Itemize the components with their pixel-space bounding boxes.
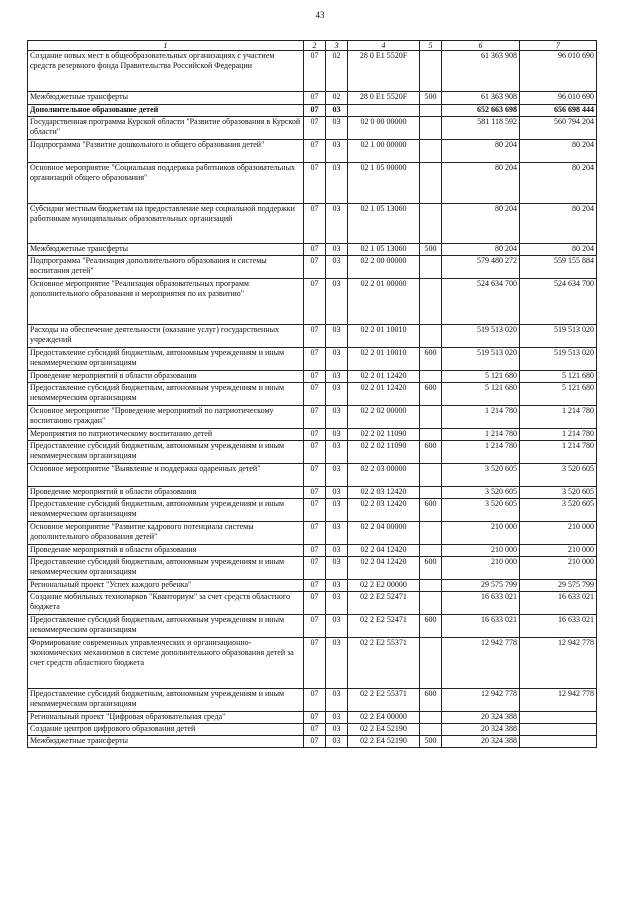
table-row bbox=[28, 105, 597, 117]
target-article-cell: 02 2 02 11090 bbox=[348, 429, 420, 441]
table-row bbox=[28, 724, 597, 736]
amount-year1-cell: 3 520 605 bbox=[442, 499, 520, 522]
amount-year2-cell bbox=[520, 712, 597, 724]
target-article-cell: 28 0 E1 5520F bbox=[348, 92, 420, 105]
expense-type-cell bbox=[420, 371, 442, 383]
expense-type-cell bbox=[420, 487, 442, 499]
section-code-cell: 07 bbox=[304, 406, 326, 429]
amount-year1-cell: 16 633 021 bbox=[442, 592, 520, 615]
amount-year1-cell: 61 363 908 bbox=[442, 51, 520, 92]
table-row bbox=[28, 592, 597, 615]
expense-type-cell bbox=[420, 163, 442, 204]
expense-name-cell: Подпрограмма "Реализация дополнительного образования и системы воспитания детей" bbox=[28, 256, 304, 279]
expense-type-cell: 500 bbox=[420, 244, 442, 256]
section-code-cell: 07 bbox=[304, 580, 326, 592]
target-article-cell: 02 2 04 12420 bbox=[348, 557, 420, 580]
target-article-cell: 02 2 03 12420 bbox=[348, 499, 420, 522]
table-row bbox=[28, 163, 597, 204]
table-row bbox=[28, 51, 597, 92]
expense-type-cell: 600 bbox=[420, 689, 442, 712]
expense-name-cell: Основное мероприятие "Социальная поддержка работников образовательных организаций общего образования" bbox=[28, 163, 304, 204]
table-row bbox=[28, 325, 597, 348]
target-article-cell: 28 0 E1 5520F bbox=[348, 51, 420, 92]
subsection-code-cell: 03 bbox=[326, 163, 348, 204]
section-code-cell: 07 bbox=[304, 279, 326, 325]
target-article-cell: 02 2 E2 52471 bbox=[348, 592, 420, 615]
target-article-cell bbox=[348, 105, 420, 117]
amount-year1-cell: 519 513 020 bbox=[442, 348, 520, 371]
column-number: 4 bbox=[348, 41, 420, 51]
target-article-cell: 02 2 02 11090 bbox=[348, 441, 420, 464]
section-code-cell: 07 bbox=[304, 163, 326, 204]
page-number: 43 bbox=[315, 10, 325, 20]
subsection-code-cell: 03 bbox=[326, 117, 348, 140]
target-article-cell: 02 2 01 00000 bbox=[348, 279, 420, 325]
amount-year1-cell: 20 324 388 bbox=[442, 724, 520, 736]
amount-year1-cell: 29 575 799 bbox=[442, 580, 520, 592]
table-row bbox=[28, 406, 597, 429]
expense-name-cell: Основное мероприятие "Выявление и поддержка одаренных детей" bbox=[28, 464, 304, 487]
amount-year1-cell: 581 118 592 bbox=[442, 117, 520, 140]
amount-year1-cell: 12 942 778 bbox=[442, 638, 520, 689]
amount-year1-cell: 5 121 680 bbox=[442, 371, 520, 383]
subsection-code-cell: 03 bbox=[326, 383, 348, 406]
amount-year2-cell: 80 204 bbox=[520, 140, 597, 163]
table-row bbox=[28, 117, 597, 140]
amount-year1-cell: 20 324 388 bbox=[442, 736, 520, 748]
amount-year1-cell: 652 663 698 bbox=[442, 105, 520, 117]
target-article-cell: 02 2 01 10010 bbox=[348, 348, 420, 371]
subsection-code-cell: 03 bbox=[326, 256, 348, 279]
table-row bbox=[28, 429, 597, 441]
expense-name-cell: Предоставление субсидий бюджетным, автономным учреждениям и иным некоммерческим организациям bbox=[28, 348, 304, 371]
section-code-cell: 07 bbox=[304, 140, 326, 163]
amount-year1-cell: 16 633 021 bbox=[442, 615, 520, 638]
amount-year1-cell: 519 513 020 bbox=[442, 325, 520, 348]
section-code-cell: 07 bbox=[304, 117, 326, 140]
amount-year2-cell: 3 520 605 bbox=[520, 499, 597, 522]
expense-type-cell bbox=[420, 724, 442, 736]
expense-type-cell: 600 bbox=[420, 557, 442, 580]
section-code-cell: 07 bbox=[304, 499, 326, 522]
section-code-cell: 07 bbox=[304, 724, 326, 736]
expense-name-cell: Предоставление субсидий бюджетным, автономным учреждениям и иным некоммерческим организациям bbox=[28, 557, 304, 580]
expense-type-cell bbox=[420, 140, 442, 163]
column-number: 6 bbox=[442, 41, 520, 51]
target-article-cell: 02 2 01 10010 bbox=[348, 325, 420, 348]
amount-year2-cell: 16 633 021 bbox=[520, 615, 597, 638]
expense-name-cell: Региональный проект "Успех каждого ребенка" bbox=[28, 580, 304, 592]
subsection-code-cell: 03 bbox=[326, 348, 348, 371]
table-row bbox=[28, 689, 597, 712]
target-article-cell: 02 2 E4 00000 bbox=[348, 712, 420, 724]
expense-name-cell: Межбюджетные трансферты bbox=[28, 92, 304, 105]
expense-name-cell: Предоставление субсидий бюджетным, автономным учреждениям и иным некоммерческим организациям bbox=[28, 441, 304, 464]
amount-year2-cell: 1 214 780 bbox=[520, 406, 597, 429]
section-code-cell: 07 bbox=[304, 712, 326, 724]
amount-year2-cell: 1 214 780 bbox=[520, 441, 597, 464]
section-code-cell: 07 bbox=[304, 244, 326, 256]
target-article-cell: 02 1 05 13060 bbox=[348, 244, 420, 256]
expense-name-cell: Основное мероприятие "Развитие кадрового потенциала системы дополнительного образования детей" bbox=[28, 522, 304, 545]
target-article-cell: 02 2 04 12420 bbox=[348, 545, 420, 557]
subsection-code-cell: 03 bbox=[326, 371, 348, 383]
expense-type-cell bbox=[420, 256, 442, 279]
column-number: 3 bbox=[326, 41, 348, 51]
expense-type-cell bbox=[420, 105, 442, 117]
expense-type-cell: 500 bbox=[420, 92, 442, 105]
expense-type-cell bbox=[420, 117, 442, 140]
expense-name-cell: Основное мероприятие "Проведение мероприятий по патриотическому воспитанию граждан" bbox=[28, 406, 304, 429]
subsection-code-cell: 03 bbox=[326, 244, 348, 256]
expense-name-cell: Проведение мероприятий в области образования bbox=[28, 487, 304, 499]
amount-year2-cell: 524 634 700 bbox=[520, 279, 597, 325]
section-code-cell: 07 bbox=[304, 383, 326, 406]
amount-year1-cell: 524 634 700 bbox=[442, 279, 520, 325]
target-article-cell: 02 2 E2 55371 bbox=[348, 638, 420, 689]
expense-name-cell: Создание новых мест в общеобразовательных организациях с участием средств резервного фонда Правительства Российской Федерации bbox=[28, 51, 304, 92]
amount-year1-cell: 20 324 388 bbox=[442, 712, 520, 724]
subsection-code-cell: 03 bbox=[326, 406, 348, 429]
target-article-cell: 02 2 02 00000 bbox=[348, 406, 420, 429]
target-article-cell: 02 2 04 00000 bbox=[348, 522, 420, 545]
expense-name-cell: Региональный проект "Цифровая образовательная среда" bbox=[28, 712, 304, 724]
subsection-code-cell: 03 bbox=[326, 499, 348, 522]
subsection-code-cell: 03 bbox=[326, 580, 348, 592]
amount-year1-cell: 210 000 bbox=[442, 557, 520, 580]
expense-name-cell: Проведение мероприятий в области образования bbox=[28, 545, 304, 557]
subsection-code-cell: 03 bbox=[326, 325, 348, 348]
target-article-cell: 02 2 E2 55371 bbox=[348, 689, 420, 712]
target-article-cell: 02 1 05 00000 bbox=[348, 163, 420, 204]
section-code-cell: 07 bbox=[304, 522, 326, 545]
target-article-cell: 02 2 E2 52471 bbox=[348, 615, 420, 638]
amount-year2-cell: 16 633 021 bbox=[520, 592, 597, 615]
column-number: 2 bbox=[304, 41, 326, 51]
subsection-code-cell: 03 bbox=[326, 105, 348, 117]
subsection-code-cell: 03 bbox=[326, 736, 348, 748]
target-article-cell: 02 2 E4 52190 bbox=[348, 724, 420, 736]
subsection-code-cell: 03 bbox=[326, 140, 348, 163]
section-code-cell: 07 bbox=[304, 615, 326, 638]
target-article-cell: 02 0 00 00000 bbox=[348, 117, 420, 140]
amount-year2-cell: 5 121 680 bbox=[520, 371, 597, 383]
amount-year2-cell: 210 000 bbox=[520, 557, 597, 580]
section-code-cell: 07 bbox=[304, 441, 326, 464]
amount-year2-cell: 80 204 bbox=[520, 204, 597, 244]
expense-type-cell bbox=[420, 279, 442, 325]
expense-type-cell bbox=[420, 204, 442, 244]
table-row bbox=[28, 348, 597, 371]
subsection-code-cell: 03 bbox=[326, 429, 348, 441]
amount-year2-cell: 96 010 690 bbox=[520, 51, 597, 92]
amount-year2-cell bbox=[520, 724, 597, 736]
target-article-cell: 02 2 01 12420 bbox=[348, 383, 420, 406]
amount-year1-cell: 80 204 bbox=[442, 204, 520, 244]
subsection-code-cell: 03 bbox=[326, 464, 348, 487]
section-code-cell: 07 bbox=[304, 371, 326, 383]
column-number: 5 bbox=[420, 41, 442, 51]
table-row bbox=[28, 92, 597, 105]
expense-name-cell: Предоставление субсидий бюджетным, автономным учреждениям и иным некоммерческим организациям bbox=[28, 689, 304, 712]
expense-type-cell bbox=[420, 638, 442, 689]
amount-year2-cell: 80 204 bbox=[520, 163, 597, 204]
amount-year2-cell: 29 575 799 bbox=[520, 580, 597, 592]
target-article-cell: 02 2 03 12420 bbox=[348, 487, 420, 499]
section-code-cell: 07 bbox=[304, 736, 326, 748]
amount-year2-cell: 1 214 780 bbox=[520, 429, 597, 441]
target-article-cell: 02 2 00 00000 bbox=[348, 256, 420, 279]
table-row bbox=[28, 638, 597, 689]
amount-year1-cell: 3 520 605 bbox=[442, 464, 520, 487]
subsection-code-cell: 03 bbox=[326, 724, 348, 736]
subsection-code-cell: 03 bbox=[326, 441, 348, 464]
subsection-code-cell: 03 bbox=[326, 522, 348, 545]
table-row bbox=[28, 371, 597, 383]
table-row bbox=[28, 615, 597, 638]
amount-year1-cell: 80 204 bbox=[442, 163, 520, 204]
table-row bbox=[28, 204, 597, 244]
amount-year1-cell: 1 214 780 bbox=[442, 406, 520, 429]
expense-type-cell bbox=[420, 712, 442, 724]
column-number: 1 bbox=[28, 41, 304, 51]
subsection-code-cell: 03 bbox=[326, 279, 348, 325]
subsection-code-cell: 03 bbox=[326, 204, 348, 244]
expense-type-cell bbox=[420, 464, 442, 487]
expense-name-cell: Проведение мероприятий в области образования bbox=[28, 371, 304, 383]
expense-name-cell: Предоставление субсидий бюджетным, автономным учреждениям и иным некоммерческим организациям bbox=[28, 615, 304, 638]
section-code-cell: 07 bbox=[304, 204, 326, 244]
subsection-code-cell: 03 bbox=[326, 615, 348, 638]
table-row bbox=[28, 256, 597, 279]
amount-year2-cell bbox=[520, 736, 597, 748]
subsection-code-cell: 03 bbox=[326, 487, 348, 499]
amount-year1-cell: 210 000 bbox=[442, 545, 520, 557]
target-article-cell: 02 2 E2 00000 bbox=[348, 580, 420, 592]
amount-year2-cell: 3 520 605 bbox=[520, 487, 597, 499]
target-article-cell: 02 1 00 00000 bbox=[348, 140, 420, 163]
section-code-cell: 07 bbox=[304, 592, 326, 615]
section-code-cell: 07 bbox=[304, 256, 326, 279]
expense-type-cell: 600 bbox=[420, 615, 442, 638]
expense-name-cell: Предоставление субсидий бюджетным, автономным учреждениям и иным некоммерческим организациям bbox=[28, 499, 304, 522]
subsection-code-cell: 03 bbox=[326, 545, 348, 557]
expense-type-cell: 600 bbox=[420, 348, 442, 371]
expense-name-cell: Межбюджетные трансферты bbox=[28, 244, 304, 256]
table-row bbox=[28, 557, 597, 580]
amount-year2-cell: 96 010 690 bbox=[520, 92, 597, 105]
amount-year1-cell: 80 204 bbox=[442, 140, 520, 163]
amount-year1-cell: 80 204 bbox=[442, 244, 520, 256]
expense-name-cell: Расходы на обеспечение деятельности (оказание услуг) государственных учреждений bbox=[28, 325, 304, 348]
subsection-code-cell: 03 bbox=[326, 689, 348, 712]
expense-type-cell bbox=[420, 580, 442, 592]
subsection-code-cell: 03 bbox=[326, 557, 348, 580]
table-row bbox=[28, 244, 597, 256]
expense-type-cell: 500 bbox=[420, 736, 442, 748]
subsection-code-cell: 02 bbox=[326, 51, 348, 92]
section-code-cell: 07 bbox=[304, 325, 326, 348]
amount-year2-cell: 12 942 778 bbox=[520, 638, 597, 689]
section-code-cell: 07 bbox=[304, 92, 326, 105]
expense-type-cell bbox=[420, 325, 442, 348]
amount-year2-cell: 210 000 bbox=[520, 545, 597, 557]
amount-year1-cell: 1 214 780 bbox=[442, 429, 520, 441]
expense-type-cell bbox=[420, 429, 442, 441]
expense-name-cell: Создание центров цифрового образования детей bbox=[28, 724, 304, 736]
amount-year2-cell: 5 121 680 bbox=[520, 383, 597, 406]
table-row bbox=[28, 487, 597, 499]
amount-year2-cell: 12 942 778 bbox=[520, 689, 597, 712]
expense-type-cell: 600 bbox=[420, 441, 442, 464]
table-row bbox=[28, 522, 597, 545]
amount-year1-cell: 210 000 bbox=[442, 522, 520, 545]
table-row bbox=[28, 383, 597, 406]
amount-year1-cell: 61 363 908 bbox=[442, 92, 520, 105]
expense-name-cell: Дополнительное образование детей bbox=[28, 105, 304, 117]
section-code-cell: 07 bbox=[304, 557, 326, 580]
budget-table bbox=[27, 40, 597, 748]
table-row bbox=[28, 499, 597, 522]
section-code-cell: 07 bbox=[304, 105, 326, 117]
section-code-cell: 07 bbox=[304, 638, 326, 689]
amount-year2-cell: 560 794 204 bbox=[520, 117, 597, 140]
expense-name-cell: Государственная программа Курской области "Развитие образования в Курской области" bbox=[28, 117, 304, 140]
table-row bbox=[28, 580, 597, 592]
section-code-cell: 07 bbox=[304, 689, 326, 712]
expense-type-cell bbox=[420, 592, 442, 615]
expense-name-cell: Предоставление субсидий бюджетным, автономным учреждениям и иным некоммерческим организациям bbox=[28, 383, 304, 406]
column-number-row bbox=[28, 41, 597, 51]
subsection-code-cell: 03 bbox=[326, 712, 348, 724]
section-code-cell: 07 bbox=[304, 545, 326, 557]
table-row bbox=[28, 736, 597, 748]
expense-type-cell bbox=[420, 406, 442, 429]
subsection-code-cell: 03 bbox=[326, 638, 348, 689]
expense-type-cell: 600 bbox=[420, 383, 442, 406]
expense-name-cell: Межбюджетные трансферты bbox=[28, 736, 304, 748]
amount-year1-cell: 579 480 272 bbox=[442, 256, 520, 279]
section-code-cell: 07 bbox=[304, 429, 326, 441]
amount-year2-cell: 656 698 444 bbox=[520, 105, 597, 117]
amount-year1-cell: 12 942 778 bbox=[442, 689, 520, 712]
expense-type-cell bbox=[420, 545, 442, 557]
amount-year2-cell: 519 513 020 bbox=[520, 348, 597, 371]
table-row bbox=[28, 441, 597, 464]
expense-name-cell: Субсидии местным бюджетам на предоставление мер социальной поддержки работникам муниципальных образовательных организаций bbox=[28, 204, 304, 244]
table-row bbox=[28, 279, 597, 325]
section-code-cell: 07 bbox=[304, 348, 326, 371]
subsection-code-cell: 03 bbox=[326, 592, 348, 615]
section-code-cell: 07 bbox=[304, 51, 326, 92]
amount-year2-cell: 80 204 bbox=[520, 244, 597, 256]
table-row bbox=[28, 464, 597, 487]
target-article-cell: 02 2 03 00000 bbox=[348, 464, 420, 487]
expense-type-cell: 600 bbox=[420, 499, 442, 522]
expense-name-cell: Формирование современных управленческих и организационно-экономических механизмов в системе дополнительного образования детей за счет средств областного бюджета bbox=[28, 638, 304, 689]
amount-year1-cell: 1 214 780 bbox=[442, 441, 520, 464]
amount-year2-cell: 519 513 020 bbox=[520, 325, 597, 348]
table-row bbox=[28, 712, 597, 724]
expense-type-cell bbox=[420, 522, 442, 545]
target-article-cell: 02 2 01 12420 bbox=[348, 371, 420, 383]
target-article-cell: 02 1 05 13060 bbox=[348, 204, 420, 244]
section-code-cell: 07 bbox=[304, 487, 326, 499]
subsection-code-cell: 02 bbox=[326, 92, 348, 105]
table-row bbox=[28, 545, 597, 557]
expense-name-cell: Мероприятия по патриотическому воспитанию детей bbox=[28, 429, 304, 441]
expense-name-cell: Основное мероприятие "Реализация образовательных программ дополнительного образования и мероприятия по их развитию" bbox=[28, 279, 304, 325]
column-number: 7 bbox=[520, 41, 597, 51]
amount-year2-cell: 210 000 bbox=[520, 522, 597, 545]
expense-type-cell bbox=[420, 51, 442, 92]
expense-name-cell: Создание мобильных технопарков "Кванториум" за счет средств областного бюджета bbox=[28, 592, 304, 615]
amount-year1-cell: 3 520 605 bbox=[442, 487, 520, 499]
table-row bbox=[28, 140, 597, 163]
amount-year2-cell: 559 155 884 bbox=[520, 256, 597, 279]
target-article-cell: 02 2 E4 52190 bbox=[348, 736, 420, 748]
expense-name-cell: Подпрограмма "Развитие дошкольного и общего образования детей" bbox=[28, 140, 304, 163]
section-code-cell: 07 bbox=[304, 464, 326, 487]
amount-year1-cell: 5 121 680 bbox=[442, 383, 520, 406]
amount-year2-cell: 3 520 605 bbox=[520, 464, 597, 487]
